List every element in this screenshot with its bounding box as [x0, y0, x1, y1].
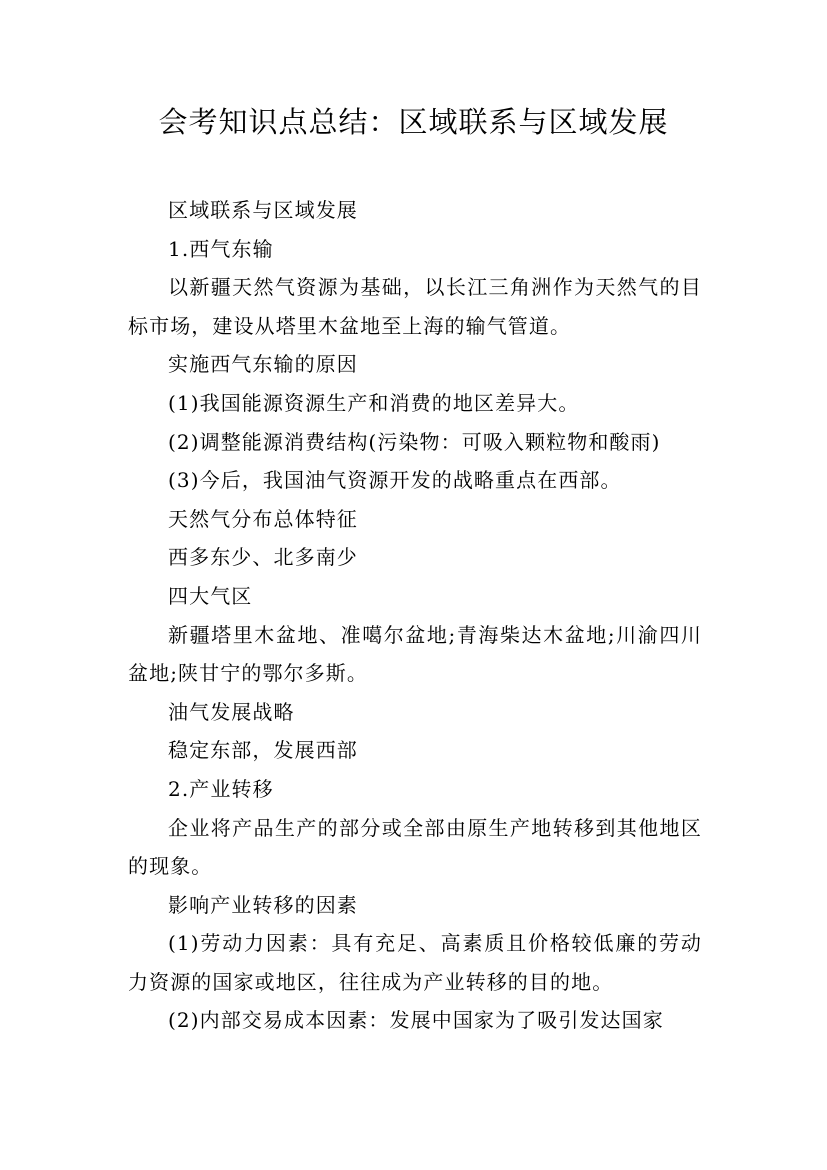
paragraph-subheading: 油气发展战略 — [168, 699, 295, 724]
paragraph-section-heading: 区域联系与区域发展 — [168, 198, 358, 222]
paragraph-subheading: 影响产业转移的因素 — [168, 892, 358, 917]
paragraph-list-item: (1)我国能源资源生产和消费的地区差异大。 — [168, 390, 580, 415]
paragraph-list-item: (1)劳动力因素：具有充足、高素质且价格较低廉的劳动力资源的国家或地区，往往成为产业转移的目的地。 — [128, 931, 702, 994]
paragraph: 以新疆天然气资源为基础，以长江三角洲作为天然气的目标市场，建设从塔里木盆地至上海的输气管道。 — [128, 275, 702, 338]
document-title: 会考知识点总结：区域联系与区域发展 — [158, 105, 669, 139]
paragraph: 新疆塔里木盆地、准噶尔盆地;青海柴达木盆地;川渝四川盆地;陕甘宁的鄂尔多斯。 — [128, 622, 702, 686]
paragraph-list-item: (3)今后，我国油气资源开发的战略重点在西部。 — [168, 468, 622, 493]
paragraph: 企业将产品生产的部分或全部由原生产地转移到其他地区的现象。 — [128, 815, 702, 879]
paragraph-heading-2: 2.产业转移 — [168, 776, 274, 801]
paragraph-subheading: 天然气分布总体特征 — [168, 506, 358, 531]
document-body — [128, 191, 702, 1040]
paragraph-heading-1: 1.西气东输 — [168, 236, 274, 261]
paragraph-subheading: 实施西气东输的原因 — [168, 352, 358, 377]
paragraph-list-item: (2)调整能源消费结构(污染物：可吸入颗粒物和酸雨) — [168, 429, 661, 454]
paragraph-list-item: (2)内部交易成本因素：发展中国家为了吸引发达国家 — [168, 1008, 664, 1033]
paragraph-subheading: 四大气区 — [168, 583, 253, 608]
paragraph: 西多东少、北多南少 — [168, 545, 358, 570]
paragraph: 稳定东部，发展西部 — [168, 738, 358, 763]
